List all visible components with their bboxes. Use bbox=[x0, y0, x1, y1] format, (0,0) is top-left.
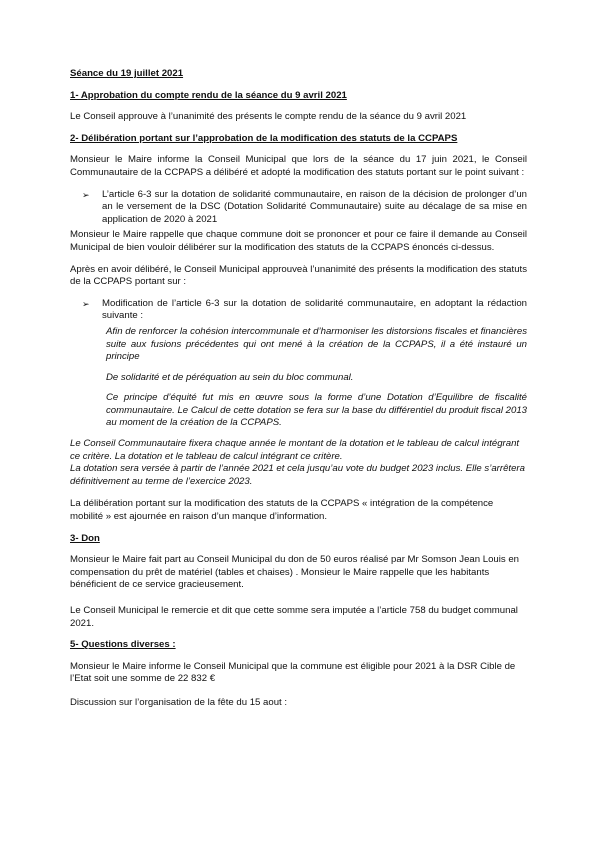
section-3-heading: 3- Don bbox=[70, 532, 100, 544]
section-1-heading: 1- Approbation du compte rendu de la séance du 9 avril 2021 bbox=[70, 89, 347, 101]
quoted-redaction bbox=[106, 326, 527, 430]
italic-block bbox=[70, 438, 527, 488]
bullet-text: Modification de l’article 6-3 sur la dotation de solidarité communautaire, en adoptant la rédaction suivante : bbox=[102, 297, 527, 322]
section-2-rappel: Monsieur le Maire rappelle que chaque commune doit se prononcer et pour ce faire il demande au Conseil Municipal de bien vouloir délibérer sur la modification des statuts de la CCPAPS énoncés ci-dessus. bbox=[70, 229, 527, 253]
seance-title: Séance du 19 juillet 2021 bbox=[70, 68, 184, 79]
quote-paragraph-1: Afin de renforcer la cohésion intercommunale et d’harmoniser les distorsions fiscales et financières suite aux fusions précédentes qui ont mené à la création de la CCPAPS, il a été instauré un principe bbox=[106, 325, 527, 363]
italic-paragraph-2: La dotation sera versée à partir de l’année 2021 et cela jusqu’au vote du budget 2023 inclus. Elle s’arrêtera définitivement au terme de l’exercice 2023. bbox=[70, 463, 525, 487]
section-2-heading: 2- Délibération portant sur l’approbation de la modification des statuts de la CCPAPS bbox=[70, 132, 458, 144]
section-3-text-1: Monsieur le Maire fait part au Conseil Municipal du don de 50 euros réalisé par Mr Somson Jean Louis en compensation du prêt de matériel (tables et chaises) . Monsieur le Maire rappelle que les habitants bénéficient de ce service gracieusement. bbox=[70, 554, 520, 591]
section-5-text-2: Discussion sur l’organisation de la fête du 15 aout : bbox=[70, 696, 288, 708]
section-1-text: Le Conseil approuve à l’unanimité des présents le compte rendu de la séance du 9 avril 2021 bbox=[70, 111, 467, 123]
section-2-bullet-list-1 bbox=[70, 189, 527, 227]
section-2-apres: Après en avoir délibéré, le Conseil Municipal approuveà l’unanimité des présents la modification des statuts de la CCPAPS portant sur : bbox=[70, 263, 527, 288]
arrow-bullet-icon: ➢ bbox=[82, 189, 90, 200]
quote-paragraph-2: De solidarité et de péréquation au sein du bloc communal. bbox=[106, 371, 354, 383]
section-2-intro: Monsieur le Maire informe la Conseil Municipal que lors de la séance du 17 juin 2021, le Conseil Communautaire de la CCPAPS a délibéré et adopté la modification des statuts portant sur le point suivant : bbox=[70, 154, 527, 178]
arrow-bullet-icon: ➢ bbox=[82, 298, 90, 309]
section-3-text-2: Le Conseil Municipal le remercie et dit que cette somme sera imputée a l’article 758 du budget communal 2021. bbox=[70, 605, 518, 629]
quote-paragraph-3: Ce principe d’équité fut mis en œuvre sous la forme d’une Dotation d’Equilibre de fiscalité communautaire. Le Calcul de cette dotation se fera sur la base du différentiel du produit fiscal 2013 au moment de la création de la CCPAPS. bbox=[106, 392, 527, 429]
document-page bbox=[70, 68, 527, 719]
list-item bbox=[70, 298, 527, 323]
section-2-bullet-list-2 bbox=[70, 298, 527, 323]
section-5-heading: 5- Questions diverses : bbox=[70, 639, 176, 651]
section-5-text-1: Monsieur le Maire informe le Conseil Municipal que la commune est éligible pour 2021 à la DSR Cible de l’Etat soit une somme de 22 832 € bbox=[70, 660, 516, 685]
bullet-text: L’article 6-3 sur la dotation de solidarité communautaire, en raison de la décision de prolonger d’un an le versement de la DSC (Dotation Solidarité Communautaire) suite au décalage de sa mise en application de 2020 à 2021 bbox=[102, 188, 527, 225]
section-2-ajourne: La délibération portant sur la modification des statuts de la CCPAPS « intégration de la compétence mobilité » est ajournée en raison d’un manque d’information. bbox=[70, 498, 494, 523]
list-item bbox=[70, 189, 527, 227]
italic-paragraph-1: Le Conseil Communautaire fixera chaque année le montant de la dotation et le tableau de calcul intégrant ce critère. La dotation et le tableau de calcul intégrant ce critère. bbox=[70, 438, 520, 462]
